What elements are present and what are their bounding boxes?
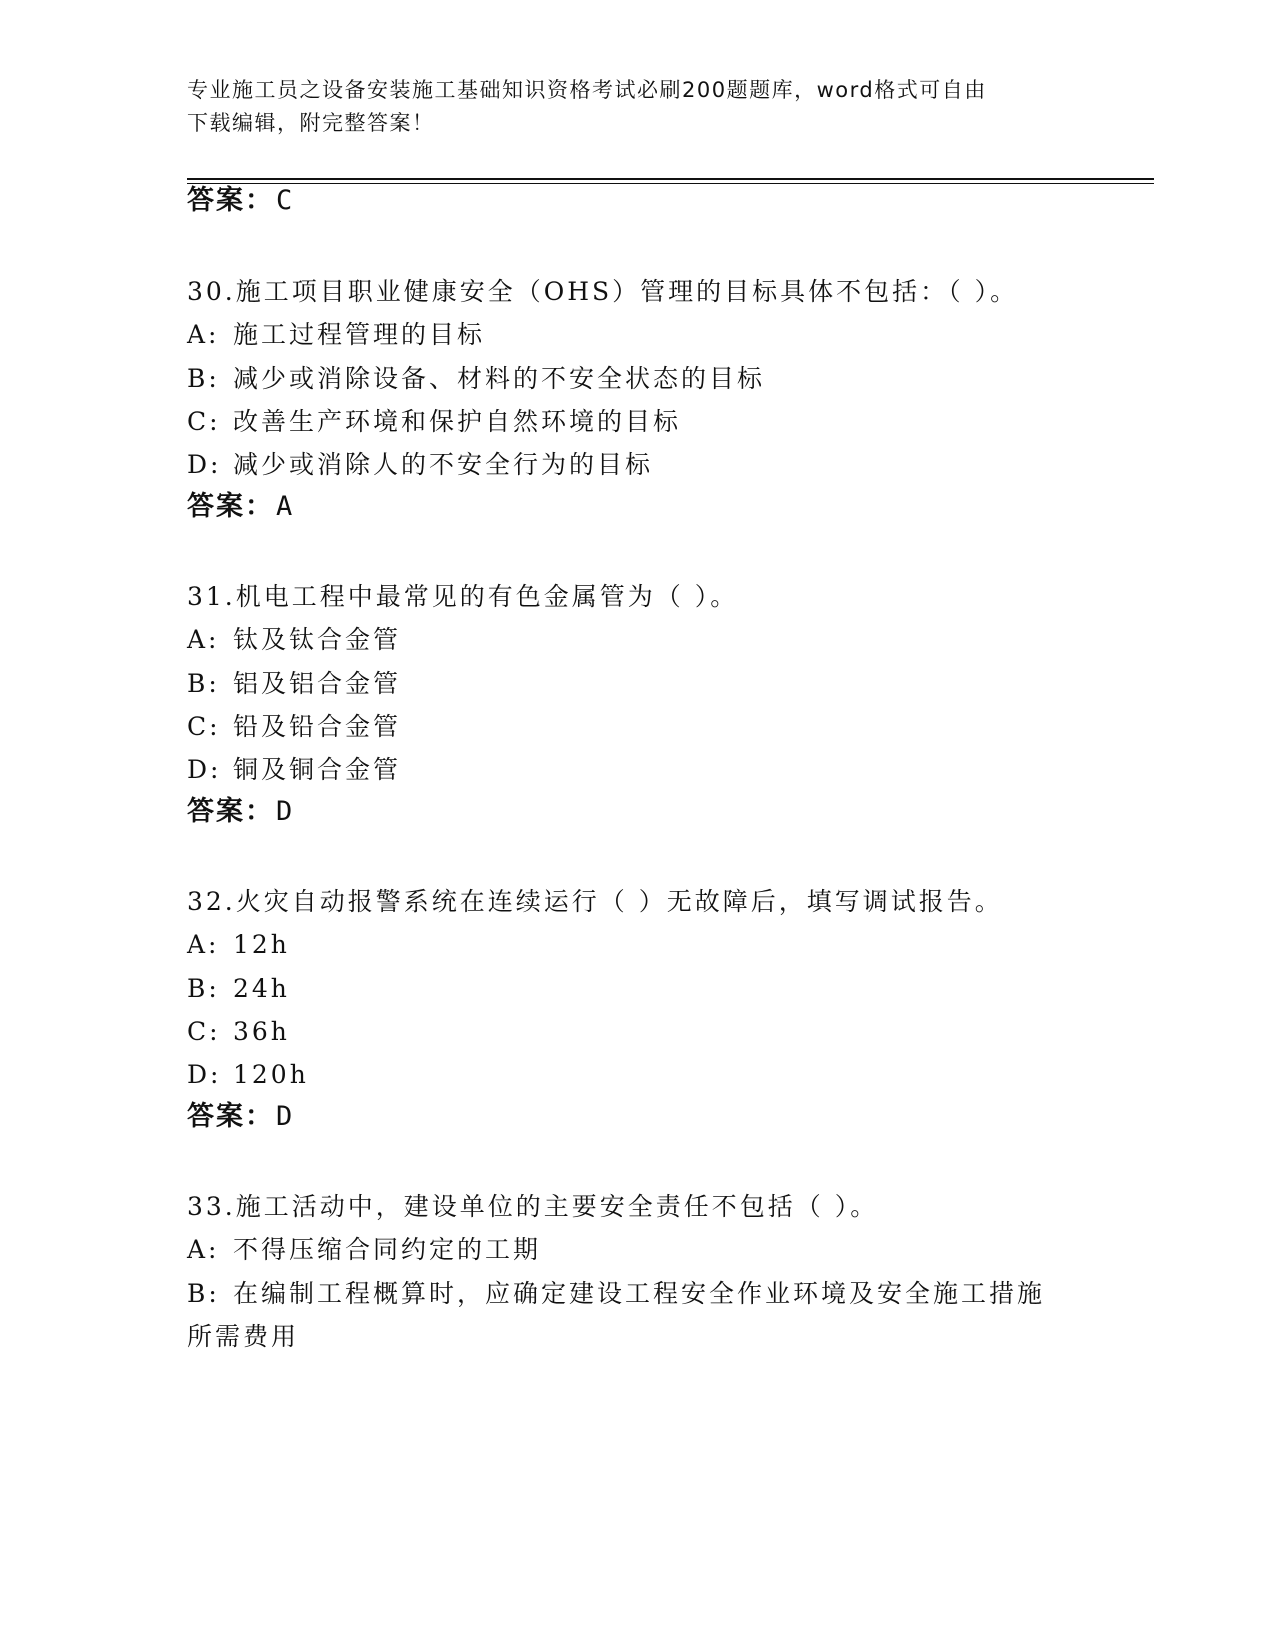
option-31-c	[187, 710, 401, 744]
option-text: 铜及铜合金管	[233, 755, 402, 784]
option-letter: C:	[187, 407, 221, 436]
option-text: 36h	[233, 1017, 290, 1046]
option-letter: B:	[187, 1279, 220, 1308]
option-text: 12h	[233, 930, 290, 959]
option-30-d	[187, 448, 653, 482]
option-letter: A:	[187, 1235, 220, 1264]
option-text: 钛及钛合金管	[233, 625, 402, 654]
option-text: 铅及铅合金管	[233, 712, 402, 741]
option-33-b-continued: 所需费用	[187, 1322, 300, 1351]
option-text: 减少或消除人的不安全行为的目标	[233, 450, 654, 479]
option-32-a	[187, 928, 290, 962]
option-letter: D:	[187, 1060, 222, 1089]
option-letter: C:	[187, 1017, 221, 1046]
option-33-b	[187, 1277, 1045, 1311]
option-letter: B:	[187, 669, 220, 698]
option-letter: D:	[187, 755, 222, 784]
header-line-2: 下载编辑，附完整答案！	[187, 111, 435, 135]
option-letter: A:	[187, 320, 220, 349]
option-33-a	[187, 1233, 541, 1267]
option-letter: C:	[187, 712, 221, 741]
answer-value: D	[276, 796, 295, 827]
question-stem-30: 30.施工项目职业健康安全（OHS）管理的目标具体不包括：（ ）。	[187, 277, 1019, 306]
option-32-b	[187, 972, 290, 1006]
answer-line-30	[187, 490, 294, 524]
option-32-d	[187, 1058, 309, 1092]
option-text: 铝及铝合金管	[233, 669, 402, 698]
question-stem-31: 31.机电工程中最常见的有色金属管为（ ）。	[187, 582, 739, 611]
document-header	[187, 74, 1077, 140]
answer-value: D	[276, 1101, 295, 1132]
option-31-b	[187, 667, 401, 701]
answer-label: 答案：	[187, 491, 274, 522]
option-letter: B:	[187, 364, 220, 393]
option-30-c	[187, 405, 681, 439]
option-30-b	[187, 362, 765, 396]
option-letter: D:	[187, 450, 222, 479]
option-text: 改善生产环境和保护自然环境的目标	[233, 407, 682, 436]
option-letter: B:	[187, 974, 220, 1003]
header-rule-thin	[187, 183, 1154, 184]
option-letter: A:	[187, 930, 220, 959]
answer-line-29	[187, 184, 294, 218]
option-text: 24h	[233, 974, 290, 1003]
answer-line-31	[187, 795, 294, 829]
option-31-d	[187, 753, 401, 787]
answer-line-32	[187, 1100, 294, 1134]
answer-label: 答案：	[187, 796, 274, 827]
option-text: 在编制工程概算时，应确定建设工程安全作业环境及安全施工措施	[233, 1279, 1046, 1308]
option-text: 减少或消除设备、材料的不安全状态的目标	[233, 364, 766, 393]
option-32-c	[187, 1015, 290, 1049]
option-30-a	[187, 318, 485, 352]
answer-value: C	[276, 185, 295, 216]
option-text: 施工过程管理的目标	[233, 320, 486, 349]
answer-label: 答案：	[187, 1101, 274, 1132]
question-stem-33: 33.施工活动中，建设单位的主要安全责任不包括（ ）。	[187, 1192, 879, 1221]
option-31-a	[187, 623, 401, 657]
option-text: 不得压缩合同约定的工期	[233, 1235, 542, 1264]
option-text: 120h	[233, 1060, 309, 1089]
header-line-1: 专业施工员之设备安装施工基础知识资格考试必刷200题题库，word格式可自由	[187, 78, 987, 102]
answer-label: 答案：	[187, 185, 274, 216]
answer-value: A	[276, 491, 295, 522]
header-rule-thick	[187, 178, 1154, 180]
option-letter: A:	[187, 625, 220, 654]
question-stem-32: 32.火灾自动报警系统在连续运行（ ）无故障后，填写调试报告。	[187, 887, 1003, 916]
